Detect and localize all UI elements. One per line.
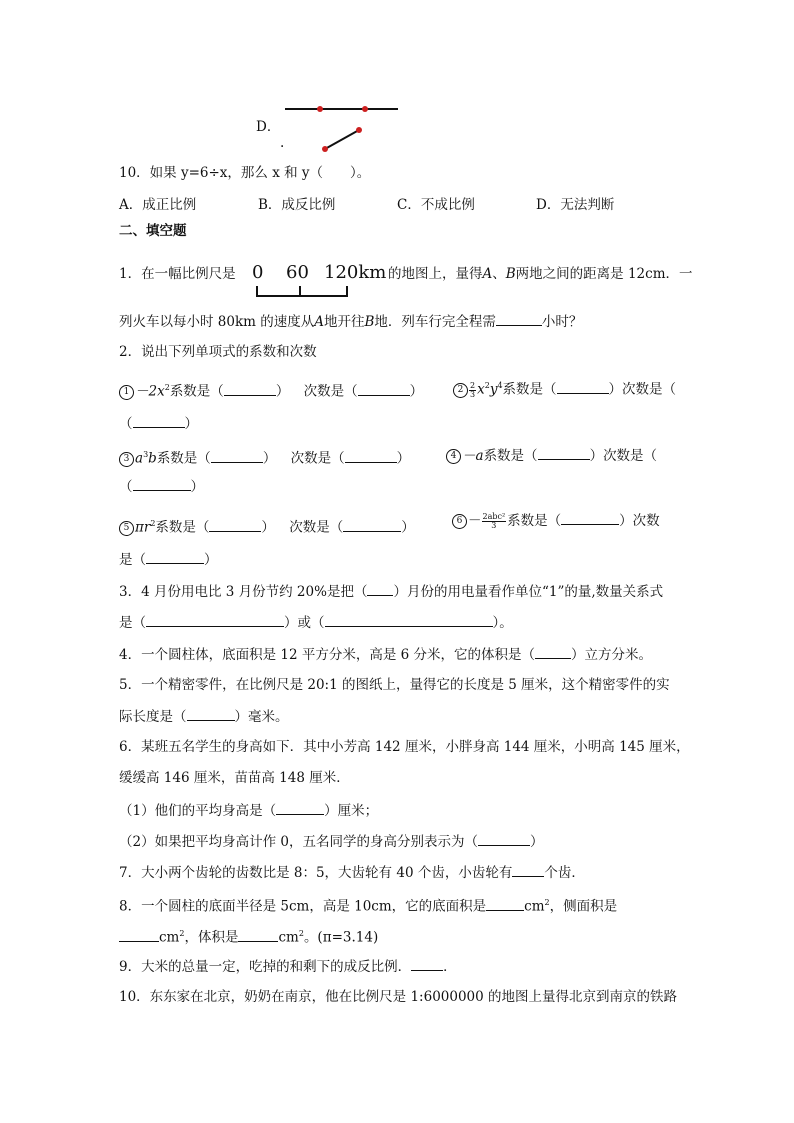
f2-4-var: a bbox=[475, 448, 484, 464]
f1-line2-d: 小时？ bbox=[541, 314, 583, 330]
f3-line1-a: 3．4 月份用电比 3 月份节约 20%是把（ bbox=[119, 584, 368, 600]
f2-close: ） bbox=[190, 479, 204, 495]
option-d-figure bbox=[280, 100, 410, 160]
q10-stem: 10．如果 y=6÷x，那么 x 和 y（ ）。 bbox=[119, 165, 371, 181]
f1-line2 bbox=[119, 312, 582, 331]
scale-label-60: 60 bbox=[286, 262, 309, 283]
f2-3-degree: 次数是（ bbox=[290, 450, 345, 467]
scale-bar-line bbox=[256, 286, 348, 297]
circled-3: 3 bbox=[119, 452, 134, 467]
f6-sub1-blank[interactable] bbox=[276, 801, 324, 815]
circled-2: 2 bbox=[453, 383, 468, 398]
f8-line1 bbox=[119, 894, 617, 916]
f7-b: 个齿． bbox=[544, 865, 585, 881]
f2-3-coef-blank[interactable] bbox=[211, 449, 263, 463]
f2-4-degree-blank[interactable] bbox=[133, 477, 191, 491]
f2-close: ） bbox=[184, 416, 198, 432]
f2-2-var2: y bbox=[489, 381, 498, 398]
scale-label-120km: 120km bbox=[324, 262, 387, 283]
f6-sub1-b: ）厘米； bbox=[324, 803, 379, 819]
f3-line1-b: ）月份的用电量看作单位“1”的量,数量关系式 bbox=[393, 584, 664, 600]
f6-sub2-a: （2）如果把平均身高计作 0，五名同学的身高分别表示为（ bbox=[119, 834, 478, 850]
f2-2-coef: 系数是（ bbox=[502, 381, 557, 398]
f8-line2-d: 。(π=3.14) bbox=[303, 929, 379, 946]
f2-1-coef: 系数是（ bbox=[169, 383, 224, 400]
frac-num: 2 bbox=[470, 380, 476, 390]
f10-line1: 10．东东家在北京，奶奶在南京，他在比例尺是 1:6000000 的地图上量得北京到南京的铁路 bbox=[119, 989, 678, 1005]
f2-4-coef: 系数是（ bbox=[483, 448, 538, 464]
f2-1-degree: 次数是（ bbox=[303, 383, 358, 400]
f5-line2-a: 际长度是（ bbox=[119, 709, 187, 725]
f2-close: ） bbox=[589, 448, 604, 464]
f6-sub2-blank[interactable] bbox=[478, 832, 530, 846]
f9-b: ． bbox=[443, 959, 457, 975]
f2-3-degree-blank[interactable] bbox=[345, 449, 397, 463]
f8-unit-3: cm bbox=[278, 929, 299, 946]
f3-line1 bbox=[119, 582, 663, 601]
f2-5-coef-blank[interactable] bbox=[209, 518, 261, 532]
f9-blank[interactable] bbox=[411, 957, 443, 971]
f2-row2 bbox=[119, 446, 410, 468]
f7-line bbox=[119, 863, 585, 882]
circled-6: 6 bbox=[452, 514, 467, 529]
q10-option-b[interactable]: B．成反比例 bbox=[258, 197, 336, 213]
frac-den: 3 bbox=[491, 521, 497, 530]
f2-open: （ bbox=[119, 479, 133, 495]
f7-a: 7．大小两个齿轮的齿数比是 8：5，大齿轮有 40 个齿，小齿轮有 bbox=[119, 865, 513, 881]
f6-sub2 bbox=[119, 832, 543, 851]
f9-a: 9．大米的总量一定，吃掉的和剩下的成反比例． bbox=[119, 959, 412, 975]
f2-close: ） bbox=[204, 552, 218, 568]
f3-blank-relation-2[interactable] bbox=[325, 613, 493, 627]
f8-line1-a: 8．一个圆柱的底面半径是 5cm，高是 10cm，它的底面积是 bbox=[119, 898, 487, 915]
section-title: 二、填空题 bbox=[119, 223, 187, 239]
f3-line2 bbox=[119, 613, 513, 632]
f8-blank-base-area[interactable] bbox=[486, 897, 524, 911]
f2-close: ） bbox=[275, 383, 290, 400]
f4-a: 4．一个圆柱体，底面积是 12 平方分米，高是 6 分米，它的体积是（ bbox=[119, 647, 536, 663]
f1-line2-a: 列火车以每小时 80km 的速度从 bbox=[119, 314, 315, 330]
f2-6-pre: － bbox=[468, 513, 482, 529]
f8-unit-1: cm bbox=[524, 898, 545, 915]
f2-close: ） bbox=[262, 450, 277, 467]
f2-6-degree-wrap: 是（ bbox=[119, 552, 146, 568]
circled-5: 5 bbox=[119, 521, 134, 536]
f2-1-sup: 2 bbox=[164, 383, 170, 392]
f3-line2-b: ）或（ bbox=[284, 615, 325, 631]
segment-slanted bbox=[325, 130, 359, 149]
fraction-2-3 bbox=[469, 382, 476, 399]
scale-label-0: 0 bbox=[252, 262, 264, 283]
f2-2-degree-blank[interactable] bbox=[133, 414, 185, 428]
f1-line2-var-a: A bbox=[314, 314, 324, 330]
f1-line2-var-b: B bbox=[364, 314, 375, 330]
point-2 bbox=[362, 106, 368, 112]
f2-2-coef-blank[interactable] bbox=[557, 380, 609, 394]
f2-6-coef-blank[interactable] bbox=[561, 511, 619, 525]
f1-var-b: B bbox=[505, 266, 516, 282]
f2-stem: 2．说出下列单项式的系数和次数 bbox=[119, 344, 317, 360]
f8-line2 bbox=[119, 925, 378, 947]
f8-line2-b: ，体积是 bbox=[184, 929, 239, 946]
f2-5-var: πr bbox=[135, 519, 151, 536]
f2-close: ） bbox=[409, 383, 424, 400]
q10-option-d[interactable]: D．无法判断 bbox=[536, 197, 615, 213]
f6-sub1-a: （1）他们的平均身高是（ bbox=[119, 803, 277, 819]
f8-sup-3: 2 bbox=[298, 929, 304, 938]
f2-3-var2: b bbox=[148, 450, 157, 467]
f2-1-degree-blank[interactable] bbox=[358, 382, 410, 396]
f2-2-var: x bbox=[477, 381, 485, 398]
f1-line1-rest bbox=[388, 265, 693, 283]
f1-suffix-b: 两地之间的距离是 12cm．一 bbox=[515, 266, 693, 282]
f2-3-coef: 系数是（ bbox=[156, 450, 211, 467]
f3-line2-a: 是（ bbox=[119, 615, 146, 631]
f8-line1-c: ，侧面积是 bbox=[549, 898, 618, 915]
f2-row1-wrap bbox=[119, 414, 198, 433]
scale-bar bbox=[248, 262, 398, 302]
f1-sep: 、 bbox=[492, 266, 506, 282]
f3-blank-relation-1[interactable] bbox=[146, 613, 284, 627]
f2-6-coef: 系数是（ bbox=[507, 513, 562, 529]
f6-line1: 6．某班五名学生的身高如下．其中小芳高 142 厘米，小胖身高 144 厘米，小明高 145 厘米， bbox=[119, 739, 690, 755]
f2-close: ） bbox=[261, 519, 275, 536]
f3-line2-c: ）。 bbox=[492, 615, 513, 631]
f5-line2-b: ）毫米。 bbox=[234, 709, 289, 725]
f2-5-degree: 次数是（ bbox=[289, 519, 344, 536]
f1-blank[interactable] bbox=[496, 312, 542, 326]
f2-row1-right bbox=[453, 377, 676, 399]
f8-sup-1: 2 bbox=[544, 898, 550, 907]
f6-line2: 缓缓高 146 厘米，苗苗高 148 厘米． bbox=[119, 770, 350, 786]
f2-3-sup: 3 bbox=[143, 450, 149, 459]
f1-line2-b: 地开往 bbox=[324, 314, 365, 330]
scale-bar-mid-tick bbox=[299, 286, 301, 295]
f5-line2 bbox=[119, 707, 289, 726]
f2-row2-right bbox=[446, 446, 657, 465]
circled-1: 1 bbox=[119, 385, 134, 400]
f1-var-a: A bbox=[482, 266, 493, 282]
f8-sup-2: 2 bbox=[179, 929, 185, 938]
f2-row1 bbox=[119, 379, 423, 401]
f2-2-sup2: 4 bbox=[497, 381, 503, 390]
f2-3-var: a bbox=[135, 450, 144, 467]
f6-sub2-b: ） bbox=[529, 834, 544, 850]
f5-line1: 5．一个精密零件，在比例尺是 20:1 的图纸上，量得它的长度是 5 厘米，这个精密零件的实 bbox=[119, 677, 670, 693]
point-1 bbox=[317, 106, 323, 112]
f2-close: ） bbox=[608, 381, 623, 398]
f5-blank[interactable] bbox=[187, 707, 235, 721]
f2-5-coef: 系数是（ bbox=[155, 519, 210, 536]
f2-1-var: x bbox=[157, 383, 165, 400]
f8-blank-side-area[interactable] bbox=[119, 928, 159, 942]
f2-close: ） bbox=[619, 513, 633, 529]
f2-close: ） bbox=[401, 519, 415, 536]
q10-option-c[interactable]: C．不成比例 bbox=[397, 197, 475, 213]
f2-5-sup: 2 bbox=[150, 519, 156, 528]
f2-row3 bbox=[119, 515, 415, 537]
option-d-dot: . bbox=[280, 135, 285, 151]
f2-open: （ bbox=[119, 416, 133, 432]
f2-1-coef-blank[interactable] bbox=[224, 382, 276, 396]
f2-row3-wrap bbox=[119, 550, 218, 569]
f2-4-coef-blank[interactable] bbox=[538, 446, 590, 460]
f2-4-degree: 次数是（ bbox=[603, 448, 658, 464]
f2-5-degree-blank[interactable] bbox=[343, 518, 401, 532]
f2-1-pre: －2 bbox=[135, 383, 158, 400]
f1-prefix: 1．在一幅比例尺是 bbox=[119, 266, 236, 282]
frac-num: 2abc² bbox=[482, 512, 506, 521]
f3-blank-month[interactable] bbox=[367, 582, 393, 596]
point-4 bbox=[356, 127, 362, 133]
f2-row3-right bbox=[452, 511, 660, 530]
f9-line bbox=[119, 957, 457, 976]
f4-line bbox=[119, 645, 652, 664]
f7-blank[interactable] bbox=[512, 863, 544, 877]
f8-blank-volume[interactable] bbox=[238, 928, 278, 942]
f1-suffix-a: 的地图上，量得 bbox=[388, 266, 483, 282]
f2-6-degree-head: 次数 bbox=[632, 513, 660, 529]
q10-option-a[interactable]: A．成正比例 bbox=[119, 197, 197, 213]
f6-sub1 bbox=[119, 801, 378, 820]
option-d-label: D． bbox=[256, 119, 281, 135]
f8-unit-2: cm bbox=[159, 929, 180, 946]
f2-2-degree: 次数是（ bbox=[622, 381, 677, 398]
f2-close: ） bbox=[396, 450, 411, 467]
f2-row2-wrap bbox=[119, 477, 204, 496]
fraction-2abc2-3 bbox=[482, 513, 507, 530]
f4-blank[interactable] bbox=[535, 645, 571, 659]
f4-b: ）立方分米。 bbox=[571, 647, 653, 663]
circled-4: 4 bbox=[446, 449, 461, 464]
f1-line2-c: 地．列车行完全程需 bbox=[374, 314, 496, 330]
point-3 bbox=[322, 146, 328, 152]
frac-den: 3 bbox=[470, 389, 476, 399]
f2-6-degree-blank[interactable] bbox=[146, 550, 204, 564]
f1-line1 bbox=[119, 265, 236, 283]
f2-2-sup: 2 bbox=[484, 381, 490, 390]
f2-4-pre: － bbox=[462, 448, 476, 464]
